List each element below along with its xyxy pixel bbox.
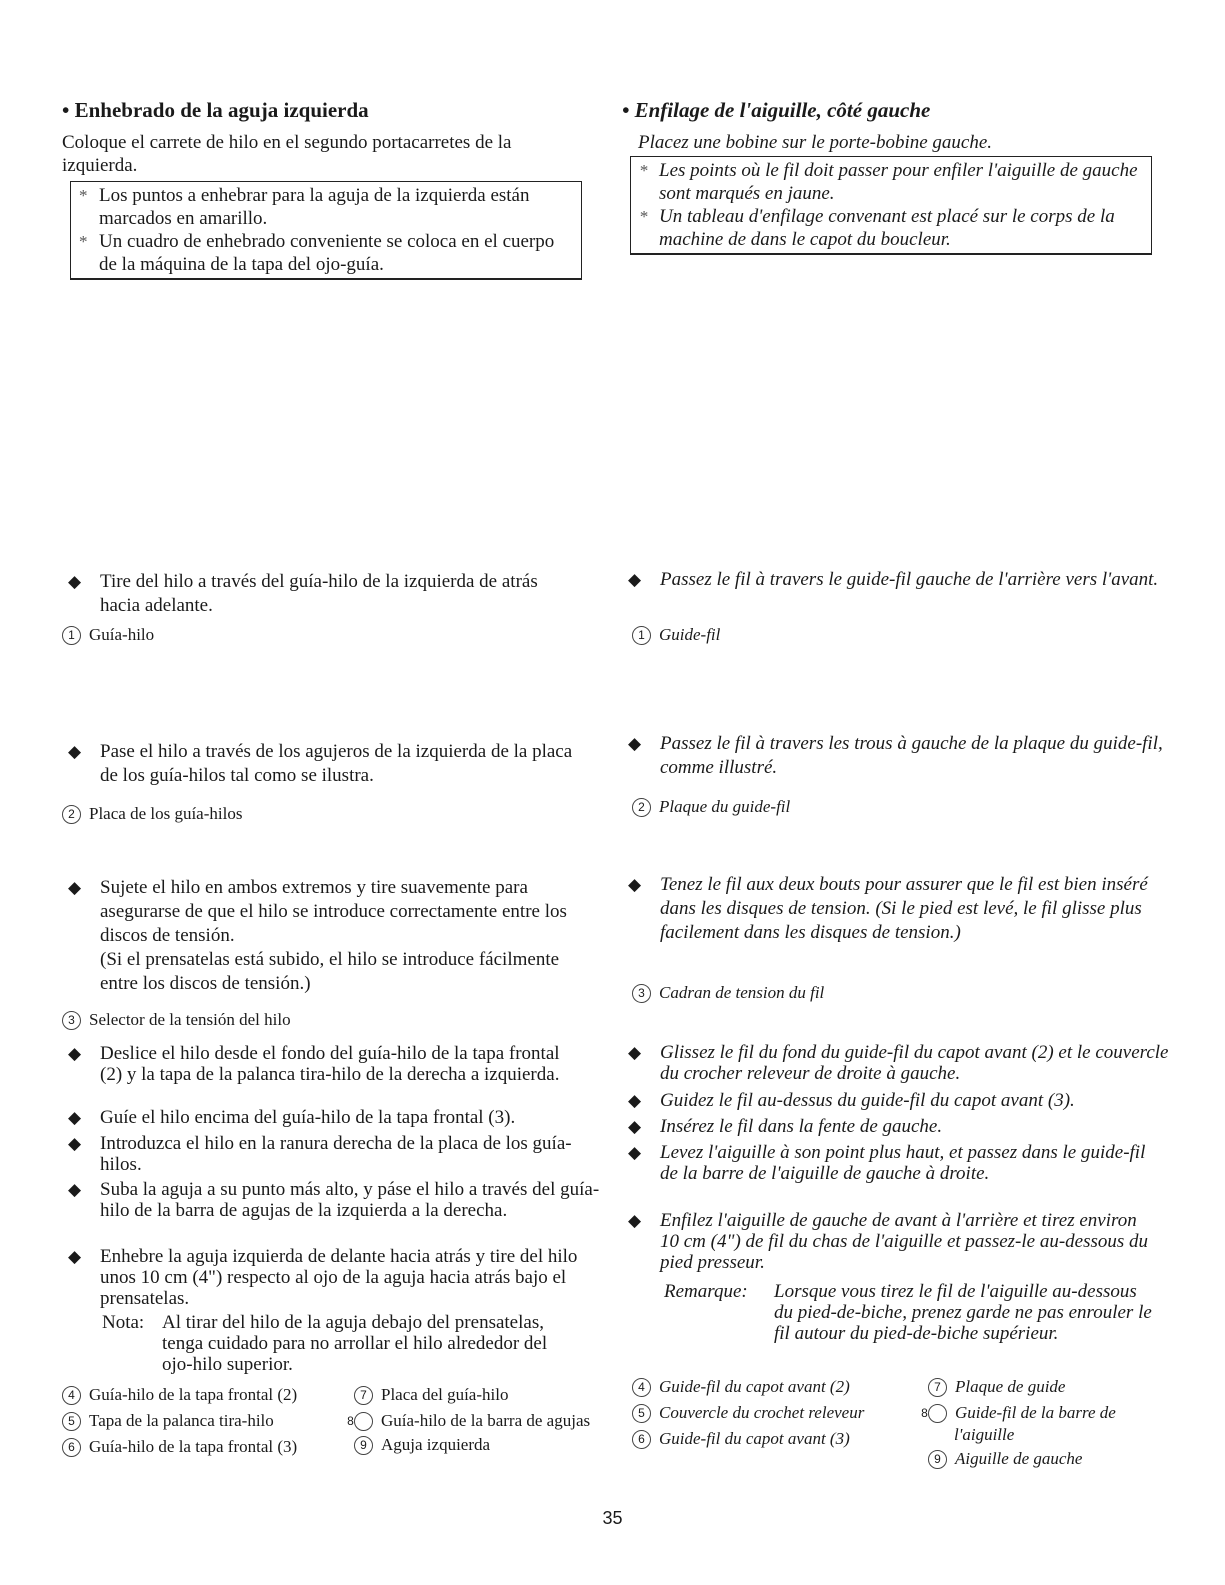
circled-number: 2	[62, 805, 81, 824]
diamond-bullet-icon: ◆	[628, 1091, 642, 1110]
step-instruction: ◆ Passez le fil à travers les trous à gauche de la plaque du guide-fil, comme illustré.	[628, 733, 1163, 778]
intro-text: Placez une bobine sur le porte-bobine gauche.	[638, 132, 993, 153]
step-instruction: ◆ Tenez le fil aux deux bouts pour assurer que le fil est bien inséré dans les disques de tension. (Si le pied est levé, le fil glisse plus facilement dans les disques de tension.)	[628, 874, 1148, 943]
note-item: * Un tableau d'enfilage convenant est placé sur le corps de la machine de dans le capot du boucleur.	[639, 206, 1115, 250]
circled-number: 7	[928, 1378, 947, 1397]
diamond-bullet-icon: ◆	[628, 1211, 642, 1230]
circled-number: 5	[62, 1412, 81, 1431]
asterisk-icon: *	[79, 186, 88, 205]
diamond-bullet-icon: ◆	[628, 1143, 642, 1162]
legend-list: 7 Placa del guía-hilo 8 Guía-hilo de la barra de agujas 9 Aguja izquierda	[347, 1385, 591, 1454]
step-instruction: ◆ Sujete el hilo en ambos extremos y tire suavemente para asegurarse de que el hilo se introduce correctamente entre los discos de tensión. (Si el prensatelas está subido, el hilo se introduce fácilmente entre los discos de tensión.)	[68, 877, 567, 994]
circled-number: 7	[354, 1386, 373, 1405]
asterisk-icon: *	[79, 232, 88, 251]
diamond-bullet-icon: ◆	[628, 1043, 642, 1062]
circled-number: 8	[928, 1404, 947, 1423]
step-instruction: ◆ Enfilez l'aiguille de gauche de avant à l'arrière et tirez environ 10 cm (4") de fil du chas de l'aiguille et passez-le au-dessous du pied presseur.	[628, 1210, 1149, 1273]
diamond-bullet-icon: ◆	[68, 1180, 82, 1199]
diamond-bullet-icon: ◆	[68, 1134, 82, 1153]
step-instruction: ◆ Introduzca el hilo en la ranura derecha de la placa de los guía-hilos.	[68, 1133, 572, 1175]
diamond-bullet-icon: ◆	[68, 1044, 82, 1063]
diamond-bullet-icon: ◆	[628, 1117, 642, 1136]
step-instruction: ◆ Passez le fil à travers le guide-fil gauche de l'arrière vers l'avant.	[628, 569, 1159, 590]
circled-number: 9	[354, 1436, 373, 1455]
note-text: Lorsque vous tirez le fil de l'aiguille au-dessous du pied-de-biche, prenez garde ne pas enrouler le fil autour du pied-de-biche supérieur.	[774, 1281, 1152, 1344]
asterisk-icon: *	[639, 161, 648, 180]
step-instruction: ◆ Guíe el hilo encima del guía-hilo de la tapa frontal (3).	[68, 1107, 516, 1128]
legend-item: 3 Selector de la tensión del hilo	[62, 1009, 291, 1031]
note-label: Nota:	[102, 1312, 145, 1333]
intro-text: Coloque el carrete de hilo en el segundo portacarretes de la izquierda.	[62, 132, 512, 176]
step-instruction: ◆ Pase el hilo a través de los agujeros de la izquierda de la placa de los guía-hilos tal como se ilustra.	[68, 741, 573, 786]
spanish-column	[62, 0, 600, 1585]
legend-item: 2 Plaque du guide-fil	[632, 796, 790, 818]
circled-number: 9	[928, 1450, 947, 1469]
legend-list: 4 Guía-hilo de la tapa frontal (2) 5 Tapa de la palanca tira-hilo 6 Guía-hilo de la tapa frontal (3)	[62, 1384, 322, 1458]
diamond-bullet-icon: ◆	[628, 570, 642, 589]
circled-number: 3	[632, 984, 651, 1003]
step-instruction: ◆ Levez l'aiguille à son point plus haut, et passez dans le guide-fil de la barre de l'aiguille de gauche à droite.	[628, 1142, 1146, 1184]
section-heading	[62, 98, 369, 123]
legend-item: 3 Cadran de tension du fil	[632, 982, 824, 1004]
step-instruction: ◆ Suba la aguja a su punto más alto, y páse el hilo a través del guía-hilo de la barra de agujas de la izquierda a la derecha.	[68, 1179, 600, 1221]
step-instruction: ◆ Deslice el hilo desde el fondo del guía-hilo de la tapa frontal (2) y la tapa de la palanca tira-hilo de la derecha a izquierda.	[68, 1043, 560, 1085]
section-title: Enhebrado de la aguja izquierda	[74, 98, 369, 122]
note-box	[630, 156, 1152, 255]
diamond-bullet-icon: ◆	[68, 572, 82, 591]
note-item: * Les points où le fil doit passer pour enfiler l'aiguille de gauche sont marqués en jaune.	[639, 160, 1138, 204]
section-heading	[622, 98, 930, 123]
diamond-bullet-icon: ◆	[68, 1247, 82, 1266]
legend-item: 1 Guía-hilo	[62, 624, 154, 646]
diamond-bullet-icon: ◆	[68, 878, 82, 897]
circled-number: 6	[632, 1430, 651, 1449]
bullet: •	[622, 98, 630, 122]
diamond-bullet-icon: ◆	[68, 742, 82, 761]
step-instruction: ◆ Enhebre la aguja izquierda de delante hacia atrás y tire del hilo unos 10 cm (4") respecto al ojo de la aguja hacia atrás bajo el prensatelas.	[68, 1246, 578, 1309]
diamond-bullet-icon: ◆	[628, 875, 642, 894]
step-instruction: ◆ Insérez le fil dans la fente de gauche.	[628, 1116, 943, 1137]
note-box	[70, 181, 582, 280]
step-instruction: ◆ Tire del hilo a través del guía-hilo de la izquierda de atrás hacia adelante.	[68, 571, 538, 616]
french-column	[622, 0, 1169, 1585]
diamond-bullet-icon: ◆	[628, 734, 642, 753]
bullet: •	[62, 98, 70, 122]
page-number: 35	[602, 1508, 623, 1528]
step-instruction: ◆ Glissez le fil du fond du guide-fil du capot avant (2) et le couvercle du crocher releveur de droite à gauche.	[628, 1042, 1169, 1084]
note-paragraph	[664, 1281, 1154, 1367]
note-item: * Los puntos a enhebrar para la aguja de la izquierda están marcados en amarillo.	[79, 185, 530, 229]
circled-number: 6	[62, 1438, 81, 1457]
circled-number: 4	[62, 1386, 81, 1405]
circled-number: 5	[632, 1404, 651, 1423]
circled-number: 2	[632, 798, 651, 817]
circled-number: 1	[62, 626, 81, 645]
step-instruction: ◆ Guidez le fil au-dessus du guide-fil du capot avant (3).	[628, 1090, 1075, 1111]
circled-number: 4	[632, 1378, 651, 1397]
legend-item: 1 Guide-fil	[632, 624, 720, 646]
note-item: * Un cuadro de enhebrado conveniente se coloca en el cuerpo de la máquina de la tapa del ojo-guía.	[79, 231, 555, 275]
circled-number: 1	[632, 626, 651, 645]
circled-number: 8	[354, 1412, 373, 1431]
section-title: Enfilage de l'aiguille, côté gauche	[634, 98, 931, 122]
note-text: Al tirar del hilo de la aguja debajo del prensatelas, tenga cuidado para no arrollar el hilo alrededor del ojo-hilo superior.	[162, 1312, 548, 1375]
legend-item: 2 Placa de los guía-hilos	[62, 803, 242, 825]
note-label: Remarque:	[664, 1281, 748, 1302]
note-paragraph	[102, 1312, 572, 1376]
asterisk-icon: *	[639, 207, 648, 226]
circled-number: 3	[62, 1011, 81, 1030]
legend-list: 4 Guide-fil du capot avant (2) 5 Couvercle du crochet releveur 6 Guide-fil du capot avant (3)	[632, 1376, 922, 1450]
legend-list: 7 Plaque de guide 8 Guide-fil de la barre de l'aiguille 9 Aiguille de gauche	[921, 1377, 1116, 1468]
diamond-bullet-icon: ◆	[68, 1108, 82, 1127]
